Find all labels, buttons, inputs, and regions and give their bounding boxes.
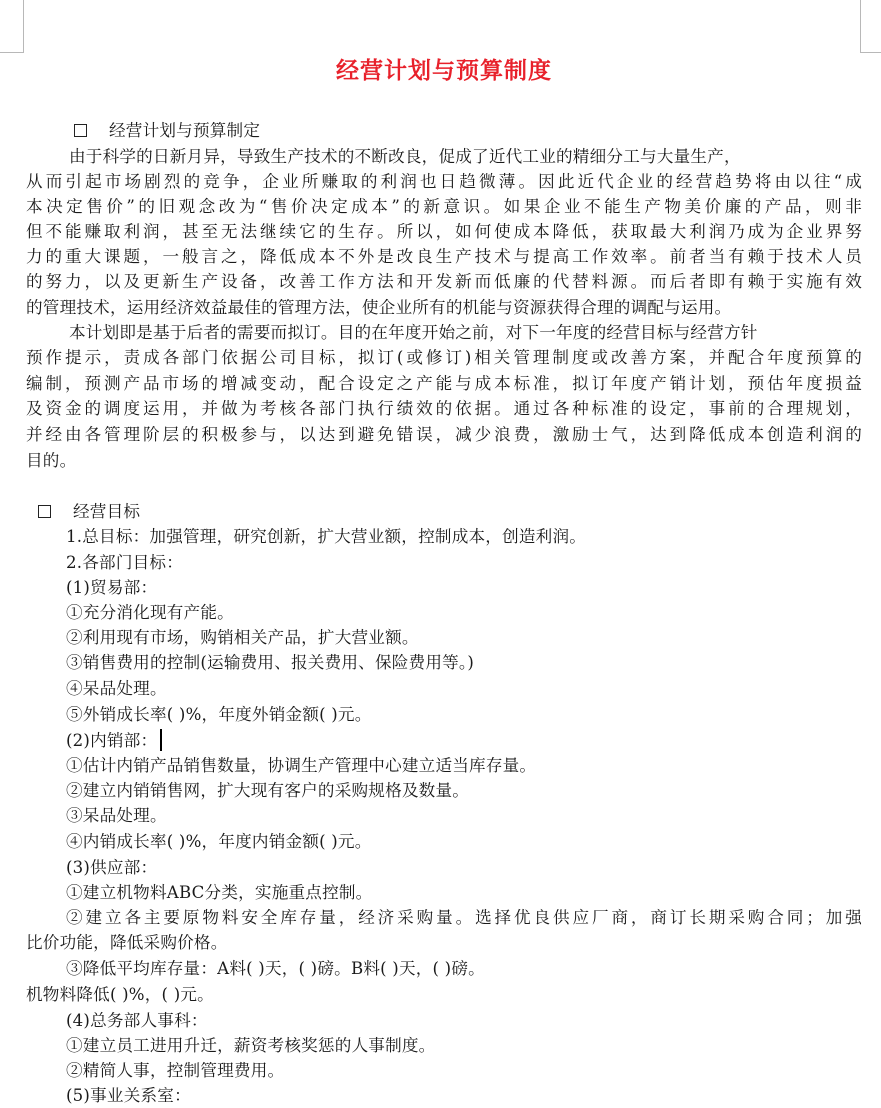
list-item: ①充分消化现有产能。: [66, 603, 234, 622]
list-item: ②建立各主要原物料安全库存量，经济采购量。选择优良供应厂商，商订长期采购合同；加强: [66, 908, 862, 927]
paragraph-line: 本计划即是基于后者的需要而拟订。目的在年度开始之前，对下一年度的经营目标与经营方针: [69, 323, 758, 342]
paragraph-line: 的管理技术，运用经济效益最佳的管理方法，使企业所有的机能与资源获得合理的调配与运用。: [26, 298, 732, 317]
paragraph-line: 目的。: [26, 451, 77, 470]
list-item: ①估计内销产品销售数量，协调生产管理中心建立适当库存量。: [66, 756, 537, 775]
text-cursor: [160, 729, 162, 751]
list-item-with-cursor: [66, 728, 162, 753]
list-item: 机物料降低( )%，( )元。: [26, 985, 214, 1004]
list-item: ③降低平均库存量：A料( )天，( )磅。B料( )天，( )磅。: [66, 959, 485, 978]
list-item: ②利用现有市场，购销相关产品，扩大营业额。: [66, 628, 419, 647]
paragraph-line: 及资金的调度运用，并做为考核各部门执行绩效的依据。通过各种标准的设定，事前的合理规划，: [26, 399, 862, 418]
list-item: ③呆品处理。: [66, 806, 167, 825]
checkbox-icon: [74, 124, 87, 137]
list-item: ②精简人事，控制管理费用。: [66, 1061, 285, 1080]
list-item: ②建立内销销售网，扩大现有客户的采购规格及数量。: [66, 781, 470, 800]
page-corner-mark-top-left: [0, 0, 24, 53]
list-item: (5)事业关系室：: [66, 1086, 191, 1105]
paragraph-line: 的努力，以及更新生产设备，改善工作方法和开发新而低廉的代替料源。而后者即有赖于实施有效: [26, 272, 862, 291]
paragraph-line: 预作提示，责成各部门依据公司目标，拟订(或修订)相关管理制度或改善方案，并配合年度预算的: [26, 348, 862, 367]
list-item: (3)供应部：: [66, 858, 158, 877]
checkbox-icon: [38, 505, 51, 518]
list-item: ①建立员工进用升迁，薪资考核奖惩的人事制度。: [66, 1036, 436, 1055]
section-heading-plan-budget: [74, 118, 260, 143]
list-item: (1)贸易部：: [66, 578, 158, 597]
paragraph-line: 但不能赚取利润，甚至无法继续它的生存。所以，如何使成本降低，获取最大利润乃成为企业界努: [26, 222, 862, 241]
list-item: ④呆品处理。: [66, 679, 167, 698]
paragraph-line: 编制，预测产品市场的增减变动，配合设定之产能与成本标准，拟订年度产销计划，预估年度损益: [26, 374, 862, 393]
list-item: (4)总务部人事科：: [66, 1011, 208, 1030]
section-heading-text: 经营计划与预算制定: [109, 121, 261, 140]
section-heading-business-goals: [38, 499, 140, 524]
paragraph-line: 并经由各管理阶层的积极参与，以达到避免错误，减少浪费，激励士气，达到降低成本创造利润的: [26, 425, 862, 444]
list-item: ①建立机物料ABC分类，实施重点控制。: [66, 883, 373, 902]
page-corner-mark-top-right: [860, 0, 881, 53]
paragraph-line: 力的重大课题，一般言之，降低成本不外是改良生产技术与提高工作效率。前者当有赖于技术人员: [26, 247, 862, 266]
document-title: 经营计划与预算制度: [336, 58, 552, 84]
list-item: 2.各部门目标：: [66, 553, 183, 572]
list-item: ⑤外销成长率( )%，年度外销金额( )元。: [66, 705, 372, 724]
paragraph-line: 从而引起市场剧烈的竞争，企业所赚取的利润也日趋微薄。因此近代企业的经营趋势将由以往“成: [26, 172, 862, 191]
paragraph-line: 由于科学的日新月异，导致生产技术的不断改良，促成了近代工业的精细分工与大量生产，: [69, 147, 741, 166]
list-item: 比价功能，降低采购价格。: [26, 933, 228, 952]
section-heading-text: 经营目标: [73, 502, 141, 521]
list-item: ④内销成长率( )%，年度内销金额( )元。: [66, 832, 372, 851]
paragraph-line: 本决定售价”的旧观念改为“售价决定成本”的新意识。如果企业不能生产物美价廉的产品，则非: [26, 197, 862, 216]
list-item-text: (2)内销部：: [66, 731, 158, 750]
list-item: 1.总目标：加强管理，研究创新，扩大营业额，控制成本，创造利润。: [66, 527, 587, 546]
list-item: ③销售费用的控制(运输费用、报关费用、保险费用等。): [66, 653, 475, 672]
